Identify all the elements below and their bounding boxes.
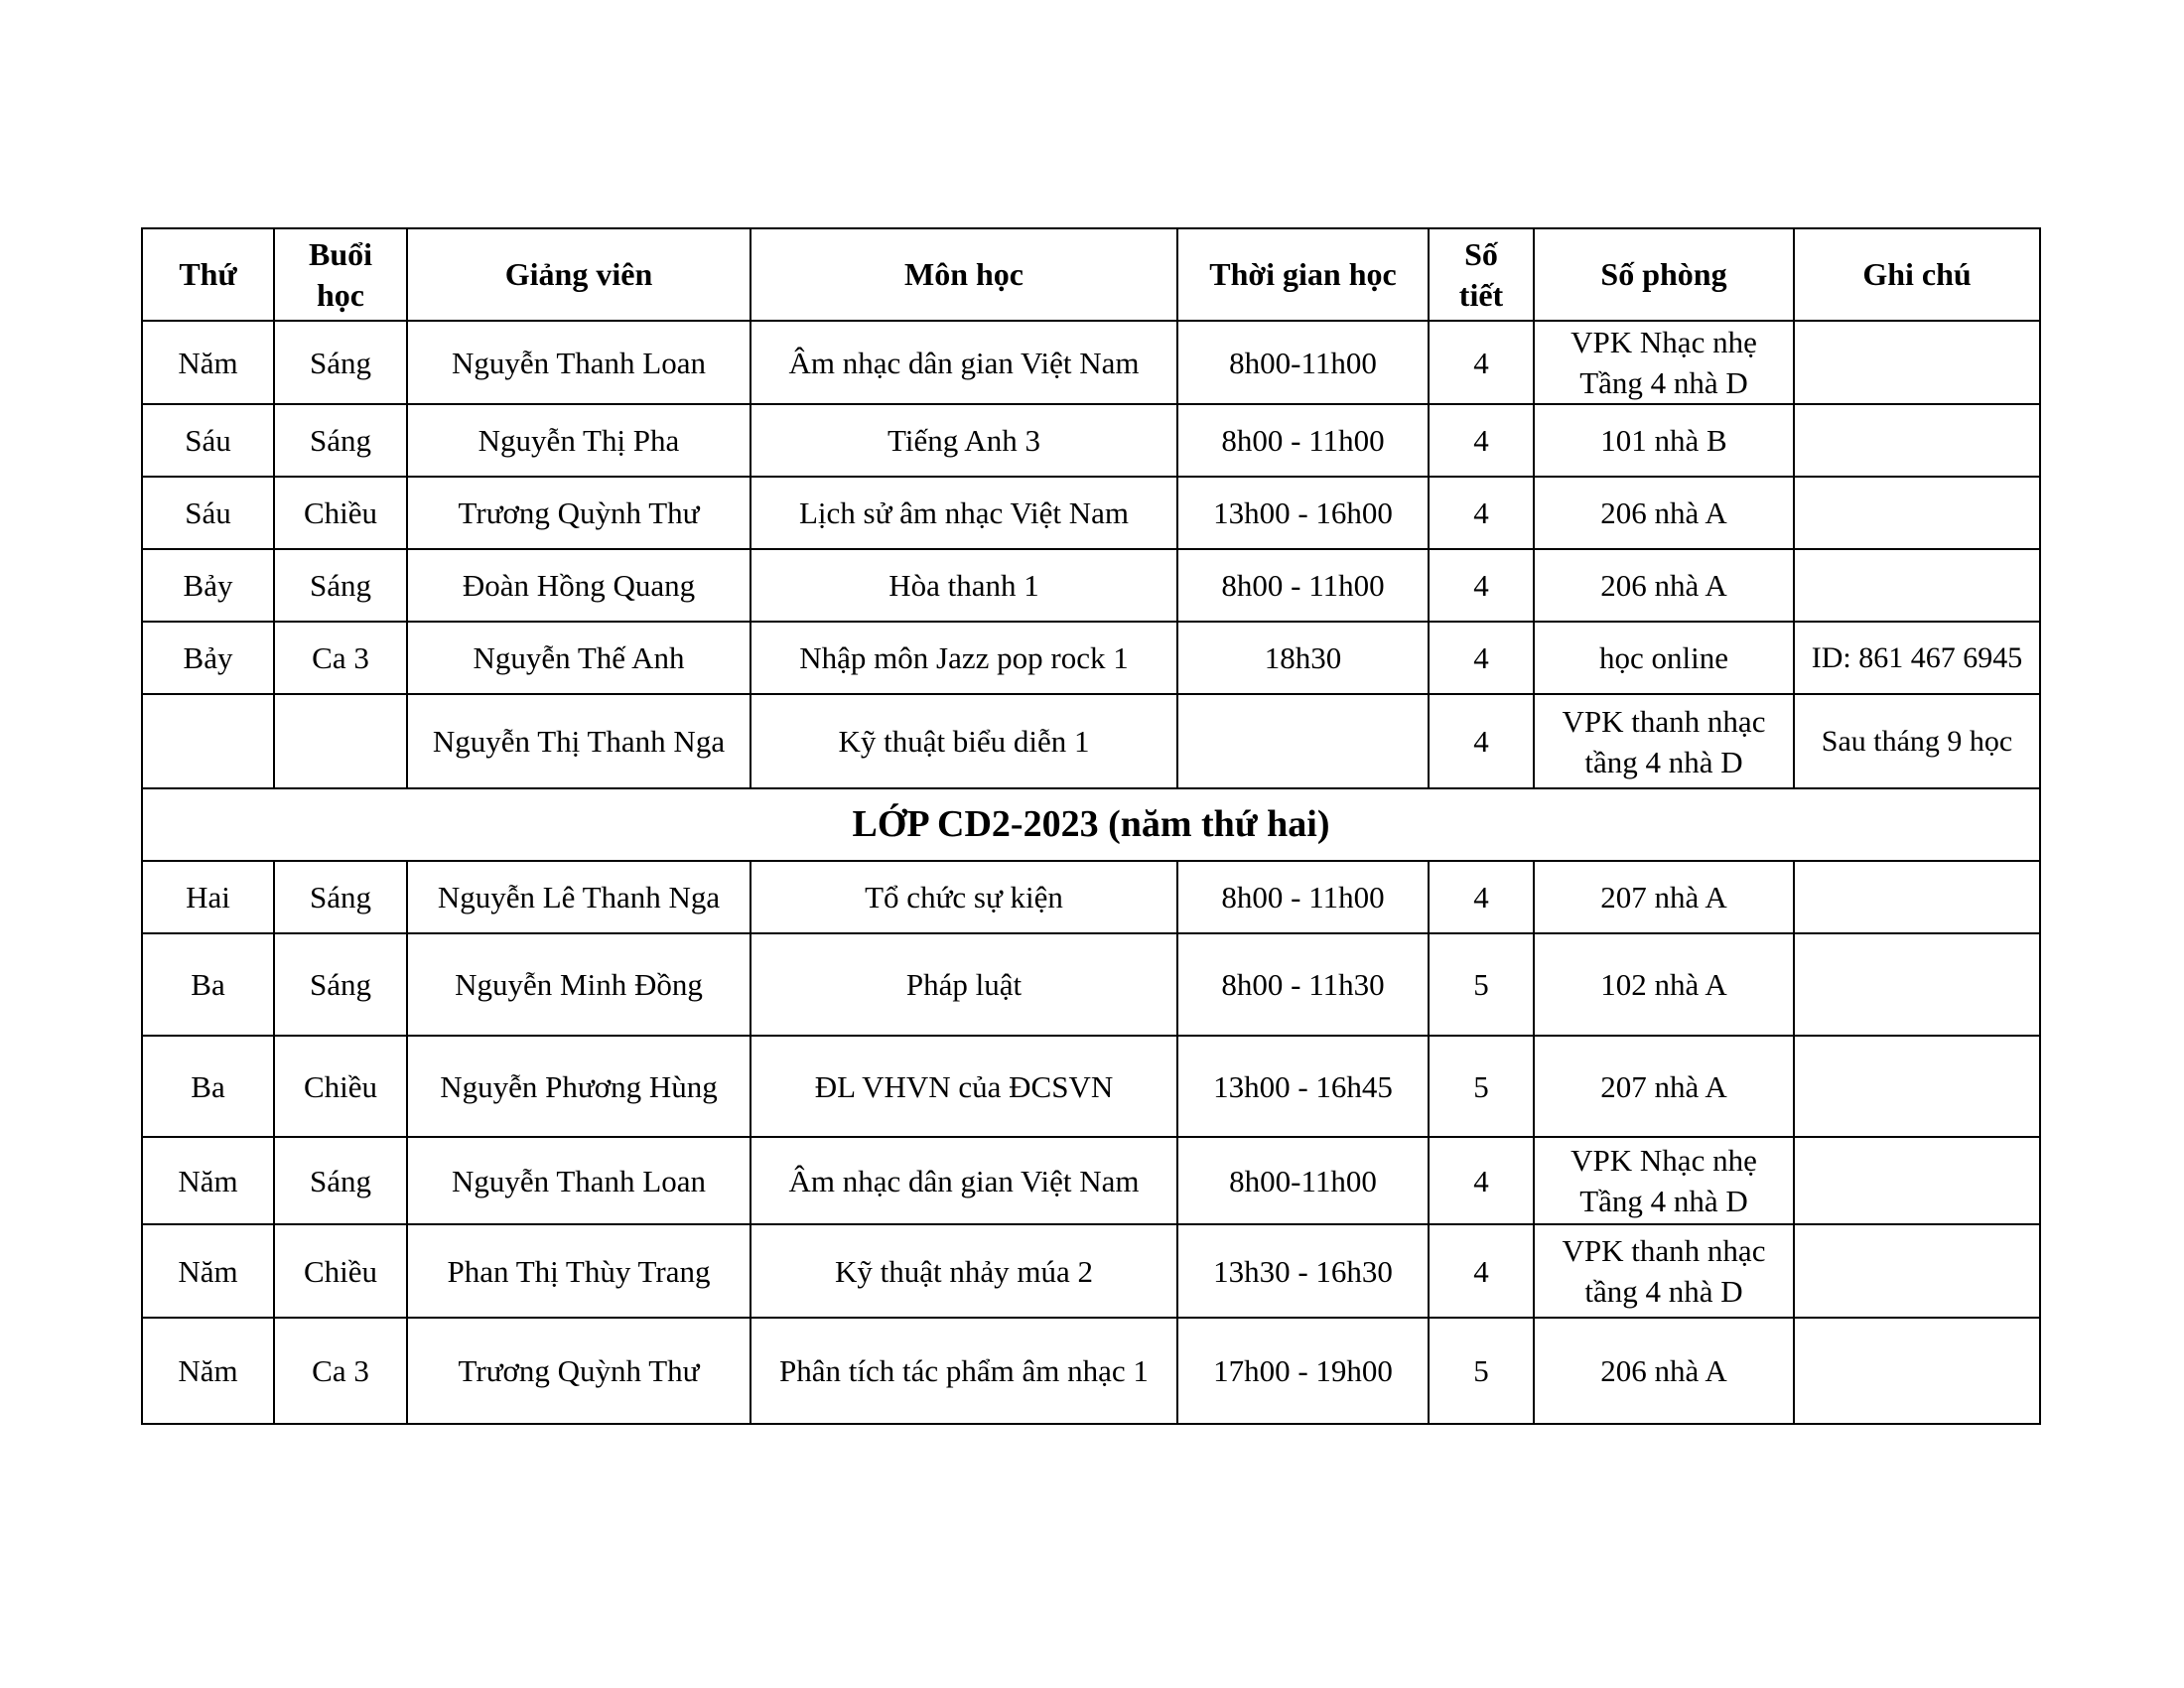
cell-so-phong-line1: VPK thanh nhạc (1562, 1233, 1766, 1268)
cell-mon-hoc: Tổ chức sự kiện (751, 861, 1177, 933)
cell-so-tiet: 4 (1429, 694, 1534, 788)
cell-giang-vien: Trương Quỳnh Thư (407, 1318, 751, 1424)
cell-thoi-gian: 8h00 - 11h00 (1177, 549, 1429, 622)
cell-so-phong-line1: VPK Nhạc nhẹ (1570, 325, 1757, 359)
cell-mon-hoc: Pháp luật (751, 933, 1177, 1036)
cell-ghi-chu (1794, 549, 2040, 622)
cell-thoi-gian: 8h00 - 11h00 (1177, 861, 1429, 933)
cell-giang-vien: Phan Thị Thùy Trang (407, 1224, 751, 1318)
table-row (142, 1318, 2040, 1424)
section-header-row (142, 788, 2040, 861)
cell-thoi-gian: 13h00 - 16h00 (1177, 477, 1429, 549)
table-row (142, 549, 2040, 622)
cell-so-tiet: 4 (1429, 1137, 1534, 1224)
cell-so-phong: 207 nhà A (1534, 1036, 1794, 1137)
cell-so-phong: 101 nhà B (1534, 404, 1794, 477)
cell-buoi: Sáng (274, 404, 407, 477)
cell-so-phong: học online (1534, 622, 1794, 694)
cell-so-phong: 207 nhà A (1534, 861, 1794, 933)
cell-so-phong-line1: VPK Nhạc nhẹ (1570, 1143, 1757, 1178)
cell-giang-vien: Nguyễn Phương Hùng (407, 1036, 751, 1137)
cell-thu: Năm (142, 1224, 274, 1318)
header-so-tiet-line1: Số (1464, 235, 1498, 272)
cell-buoi: Sáng (274, 321, 407, 404)
cell-buoi (274, 694, 407, 788)
cell-thu: Bảy (142, 549, 274, 622)
cell-ghi-chu (1794, 861, 2040, 933)
cell-thoi-gian: 18h30 (1177, 622, 1429, 694)
cell-giang-vien: Nguyễn Thanh Loan (407, 1137, 751, 1224)
header-ghi-chu: Ghi chú (1794, 228, 2040, 321)
table-row (142, 622, 2040, 694)
cell-so-phong-line2: tầng 4 nhà D (1584, 744, 1743, 779)
cell-thoi-gian: 13h30 - 16h30 (1177, 1224, 1429, 1318)
cell-giang-vien: Nguyễn Thị Pha (407, 404, 751, 477)
header-mon-hoc: Môn học (751, 228, 1177, 321)
cell-so-phong-line1: VPK thanh nhạc (1562, 703, 1766, 739)
cell-mon-hoc: Âm nhạc dân gian Việt Nam (751, 321, 1177, 404)
cell-buoi: Chiều (274, 1224, 407, 1318)
cell-thoi-gian: 17h00 - 19h00 (1177, 1318, 1429, 1424)
cell-buoi: Sáng (274, 1137, 407, 1224)
cell-buoi: Chiều (274, 477, 407, 549)
cell-mon-hoc: Kỹ thuật biểu diễn 1 (751, 694, 1177, 788)
cell-ghi-chu: ID: 861 467 6945 (1794, 622, 2040, 694)
header-thu: Thứ (142, 228, 274, 321)
cell-ghi-chu (1794, 1137, 2040, 1224)
cell-so-phong (1534, 1224, 1794, 1318)
cell-so-phong: 206 nhà A (1534, 477, 1794, 549)
cell-ghi-chu: Sau tháng 9 học (1794, 694, 2040, 788)
cell-thu: Ba (142, 1036, 274, 1137)
cell-so-tiet: 4 (1429, 321, 1534, 404)
cell-thoi-gian: 13h00 - 16h45 (1177, 1036, 1429, 1137)
cell-thu: Năm (142, 1318, 274, 1424)
table-row (142, 404, 2040, 477)
header-buoi-hoc (274, 228, 407, 321)
cell-ghi-chu (1794, 477, 2040, 549)
cell-mon-hoc: Tiếng Anh 3 (751, 404, 1177, 477)
table-row (142, 1137, 2040, 1224)
cell-giang-vien: Nguyễn Thanh Loan (407, 321, 751, 404)
cell-giang-vien: Nguyễn Lê Thanh Nga (407, 861, 751, 933)
cell-mon-hoc: Hòa thanh 1 (751, 549, 1177, 622)
cell-thoi-gian: 8h00 - 11h30 (1177, 933, 1429, 1036)
cell-thu (142, 694, 274, 788)
cell-mon-hoc: Nhập môn Jazz pop rock 1 (751, 622, 1177, 694)
cell-ghi-chu (1794, 321, 2040, 404)
cell-so-phong (1534, 321, 1794, 404)
table-row (142, 933, 2040, 1036)
cell-so-tiet: 4 (1429, 404, 1534, 477)
cell-thu: Hai (142, 861, 274, 933)
header-thoi-gian-hoc: Thời gian học (1177, 228, 1429, 321)
cell-thoi-gian: 8h00-11h00 (1177, 321, 1429, 404)
cell-ghi-chu (1794, 404, 2040, 477)
cell-thu: Năm (142, 321, 274, 404)
cell-so-tiet: 4 (1429, 477, 1534, 549)
cell-so-phong: 102 nhà A (1534, 933, 1794, 1036)
cell-ghi-chu (1794, 1224, 2040, 1318)
cell-thu: Sáu (142, 404, 274, 477)
cell-so-tiet: 5 (1429, 933, 1534, 1036)
cell-so-phong-line2: Tầng 4 nhà D (1579, 365, 1748, 400)
cell-so-tiet: 5 (1429, 1036, 1534, 1137)
header-so-tiet (1429, 228, 1534, 321)
cell-so-tiet: 4 (1429, 861, 1534, 933)
cell-giang-vien: Đoàn Hồng Quang (407, 549, 751, 622)
cell-giang-vien: Nguyễn Minh Đồng (407, 933, 751, 1036)
cell-so-tiet: 4 (1429, 1224, 1534, 1318)
cell-mon-hoc: ĐL VHVN của ĐCSVN (751, 1036, 1177, 1137)
table-row (142, 477, 2040, 549)
cell-so-tiet: 4 (1429, 622, 1534, 694)
cell-buoi: Ca 3 (274, 622, 407, 694)
cell-so-phong: 206 nhà A (1534, 549, 1794, 622)
cell-ghi-chu (1794, 1318, 2040, 1424)
cell-giang-vien: Nguyễn Thế Anh (407, 622, 751, 694)
cell-so-phong (1534, 1137, 1794, 1224)
table-row (142, 321, 2040, 404)
table-header-row (142, 228, 2040, 321)
cell-ghi-chu (1794, 933, 2040, 1036)
cell-buoi: Sáng (274, 933, 407, 1036)
cell-ghi-chu (1794, 1036, 2040, 1137)
cell-so-phong-line2: tầng 4 nhà D (1584, 1274, 1743, 1309)
header-giang-vien: Giảng viên (407, 228, 751, 321)
cell-buoi: Ca 3 (274, 1318, 407, 1424)
cell-thu: Bảy (142, 622, 274, 694)
cell-so-phong (1534, 694, 1794, 788)
cell-thu: Ba (142, 933, 274, 1036)
table-row (142, 694, 2040, 788)
cell-mon-hoc: Âm nhạc dân gian Việt Nam (751, 1137, 1177, 1224)
cell-so-phong-line2: Tầng 4 nhà D (1579, 1184, 1748, 1218)
cell-buoi: Sáng (274, 549, 407, 622)
cell-thu: Sáu (142, 477, 274, 549)
cell-buoi: Sáng (274, 861, 407, 933)
cell-thoi-gian: 8h00 - 11h00 (1177, 404, 1429, 477)
header-so-tiet-line2: tiết (1458, 276, 1504, 313)
table-row (142, 1224, 2040, 1318)
cell-mon-hoc: Phân tích tác phẩm âm nhạc 1 (751, 1318, 1177, 1424)
cell-giang-vien: Trương Quỳnh Thư (407, 477, 751, 549)
cell-thu: Năm (142, 1137, 274, 1224)
cell-buoi: Chiều (274, 1036, 407, 1137)
cell-thoi-gian: 8h00-11h00 (1177, 1137, 1429, 1224)
table-row (142, 861, 2040, 933)
header-buoi-hoc-line1: Buổi (308, 235, 373, 272)
cell-thoi-gian (1177, 694, 1429, 788)
table-row (142, 1036, 2040, 1137)
schedule-table (141, 227, 2041, 1425)
cell-so-tiet: 5 (1429, 1318, 1534, 1424)
section-title: LỚP CD2-2023 (năm thứ hai) (142, 788, 2040, 861)
header-buoi-hoc-line2: học (317, 276, 364, 313)
cell-mon-hoc: Kỹ thuật nhảy múa 2 (751, 1224, 1177, 1318)
cell-giang-vien: Nguyễn Thị Thanh Nga (407, 694, 751, 788)
cell-mon-hoc: Lịch sử âm nhạc Việt Nam (751, 477, 1177, 549)
cell-so-tiet: 4 (1429, 549, 1534, 622)
cell-so-phong: 206 nhà A (1534, 1318, 1794, 1424)
header-so-phong: Số phòng (1534, 228, 1794, 321)
